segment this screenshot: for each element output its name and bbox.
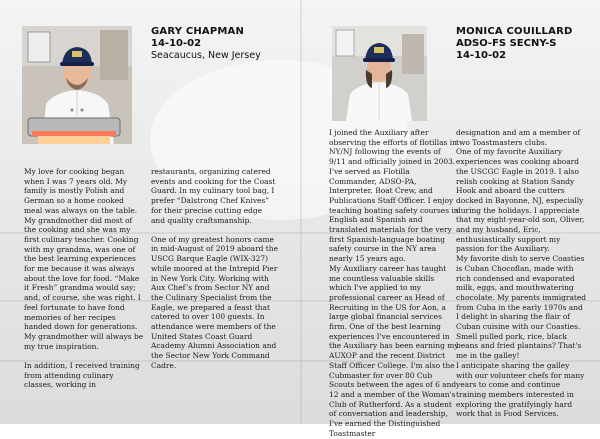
paragraph: One of my favorite Auxiliary experiences was cooking aboard the USCGC Eagle in 2019. I also relish cooking at Station Sandy Hook and aboard the cutters docked in Bayonne, NJ, especially during the holidays. I appreciate that my eight-year-old son, Oliver, and my husband, Eric, enthusiastically support my passion for the Auxiliary.: [456, 147, 585, 254]
paragraph: One of my greatest honors came in mid-August of 2019 aboard the USCG Barque Eagle (WIX-327) while moored at the Intrepid Pier in New York City. Working with Aux Chef’s from Sector NY and the Culinary Specialist from the Eagle, we prepared a feast that catered to over 100 guests. In attendance were members of the United States Coast Guard Academy Alumni Association and the Sector New York Command Cadre.: [151, 234, 278, 370]
paragraph: In addition, I received training from attending culinary classes, working in: [24, 360, 140, 390]
paragraph: My Auxiliary career has taught me countless valuable skills which I've applied to my professional career as Head of Recruiting in the US for Aon, a large global financial services firm. One of the best learning experiences I've encountered in the Auxiliary has been earning my AUXOP and the recent District Staff Officer College. I'm also the Cubmaster for over 80 Cub Scouts between the ages of 6 and 12 and a member of the Woman's Club of Rutherford. As a student of conversation and leadership, I've earned the Distinguished Toastmaster: [329, 263, 459, 438]
monica-couillard-header: [456, 26, 572, 61]
chef-photo-icon: [332, 26, 427, 121]
profile-name: MONICA COUILLARD: [456, 26, 573, 37]
profile-title: ADSO-FS SECNY-S: [456, 38, 557, 49]
profile-name: GARY CHAPMAN: [151, 26, 245, 37]
paragraph: I joined the Auxiliary after observing the efforts of flotillas in NY/NJ following the events of 9/11 and officially joined in 2003. I've served as Flotilla Commander, ADSO-PA, Interpreter, Boat Crew, and Publications Staff Officer. I enjoy teaching boating safety courses in English and Spanish and translated materials for the very first Spanish-language boating safety course in the NY area nearly 15 years ago.: [329, 128, 459, 264]
profile-date: 14-10-02: [151, 38, 202, 49]
monica-couillard-column-1: [329, 128, 459, 439]
chef-photo-icon: [22, 26, 132, 144]
paragraph: My love for cooking began when I was 7 years old. My family is mostly Polish and German so a home cooked meal was always on the table. My grandmother did most of the cooking and she was my first culinary teacher. Cooking with my grandma, was one of the best learning experiences for me because it was always about the love for food. “Make it Fresh” grandma would say; and, of course, she was right. I feel fortunate to have fond memories of her recipes handed down for generations. My grandmother will always be my true inspiration.: [24, 167, 144, 351]
gary-chapman-column-1: [24, 167, 144, 390]
paragraph: My favorite dish to serve Coasties is Cuban Chocoflan, made with rich condensed and evaporated milk, eggs, and mouthwatering chocolate. My parents immigrated from Cuba in the early 1970s and I delight in sharing the flair of Cuban cuisine with our Coasties. Smell pulled pork, rice, black beans and fried plantains? That's me in the galley!: [456, 254, 587, 361]
monica-couillard-column-2: [456, 128, 588, 419]
paragraph: I anticipate sharing the galley with our volunteer chefs for many years to come and continue training members interested in exploring the gratifyingly hard work that is Food Services.: [456, 360, 585, 419]
background-divider: [300, 0, 302, 424]
gary-chapman-photo: [22, 26, 132, 144]
paragraph: designation and am a member of two Toastmasters clubs.: [456, 128, 581, 147]
profile-date: 14-10-02: [456, 50, 507, 61]
gary-chapman-column-2: [151, 167, 278, 371]
profile-location: Seacaucus, New Jersey: [151, 50, 261, 61]
monica-couillard-photo: [332, 26, 427, 121]
gary-chapman-header: [151, 26, 261, 61]
paragraph: restaurants, organizing catered events and cooking for the Coast Guard. In my culinary tool bag, I prefer “Dalstrong Chef Knives” for their precise cutting edge and quality craftsmanship.: [151, 167, 276, 225]
